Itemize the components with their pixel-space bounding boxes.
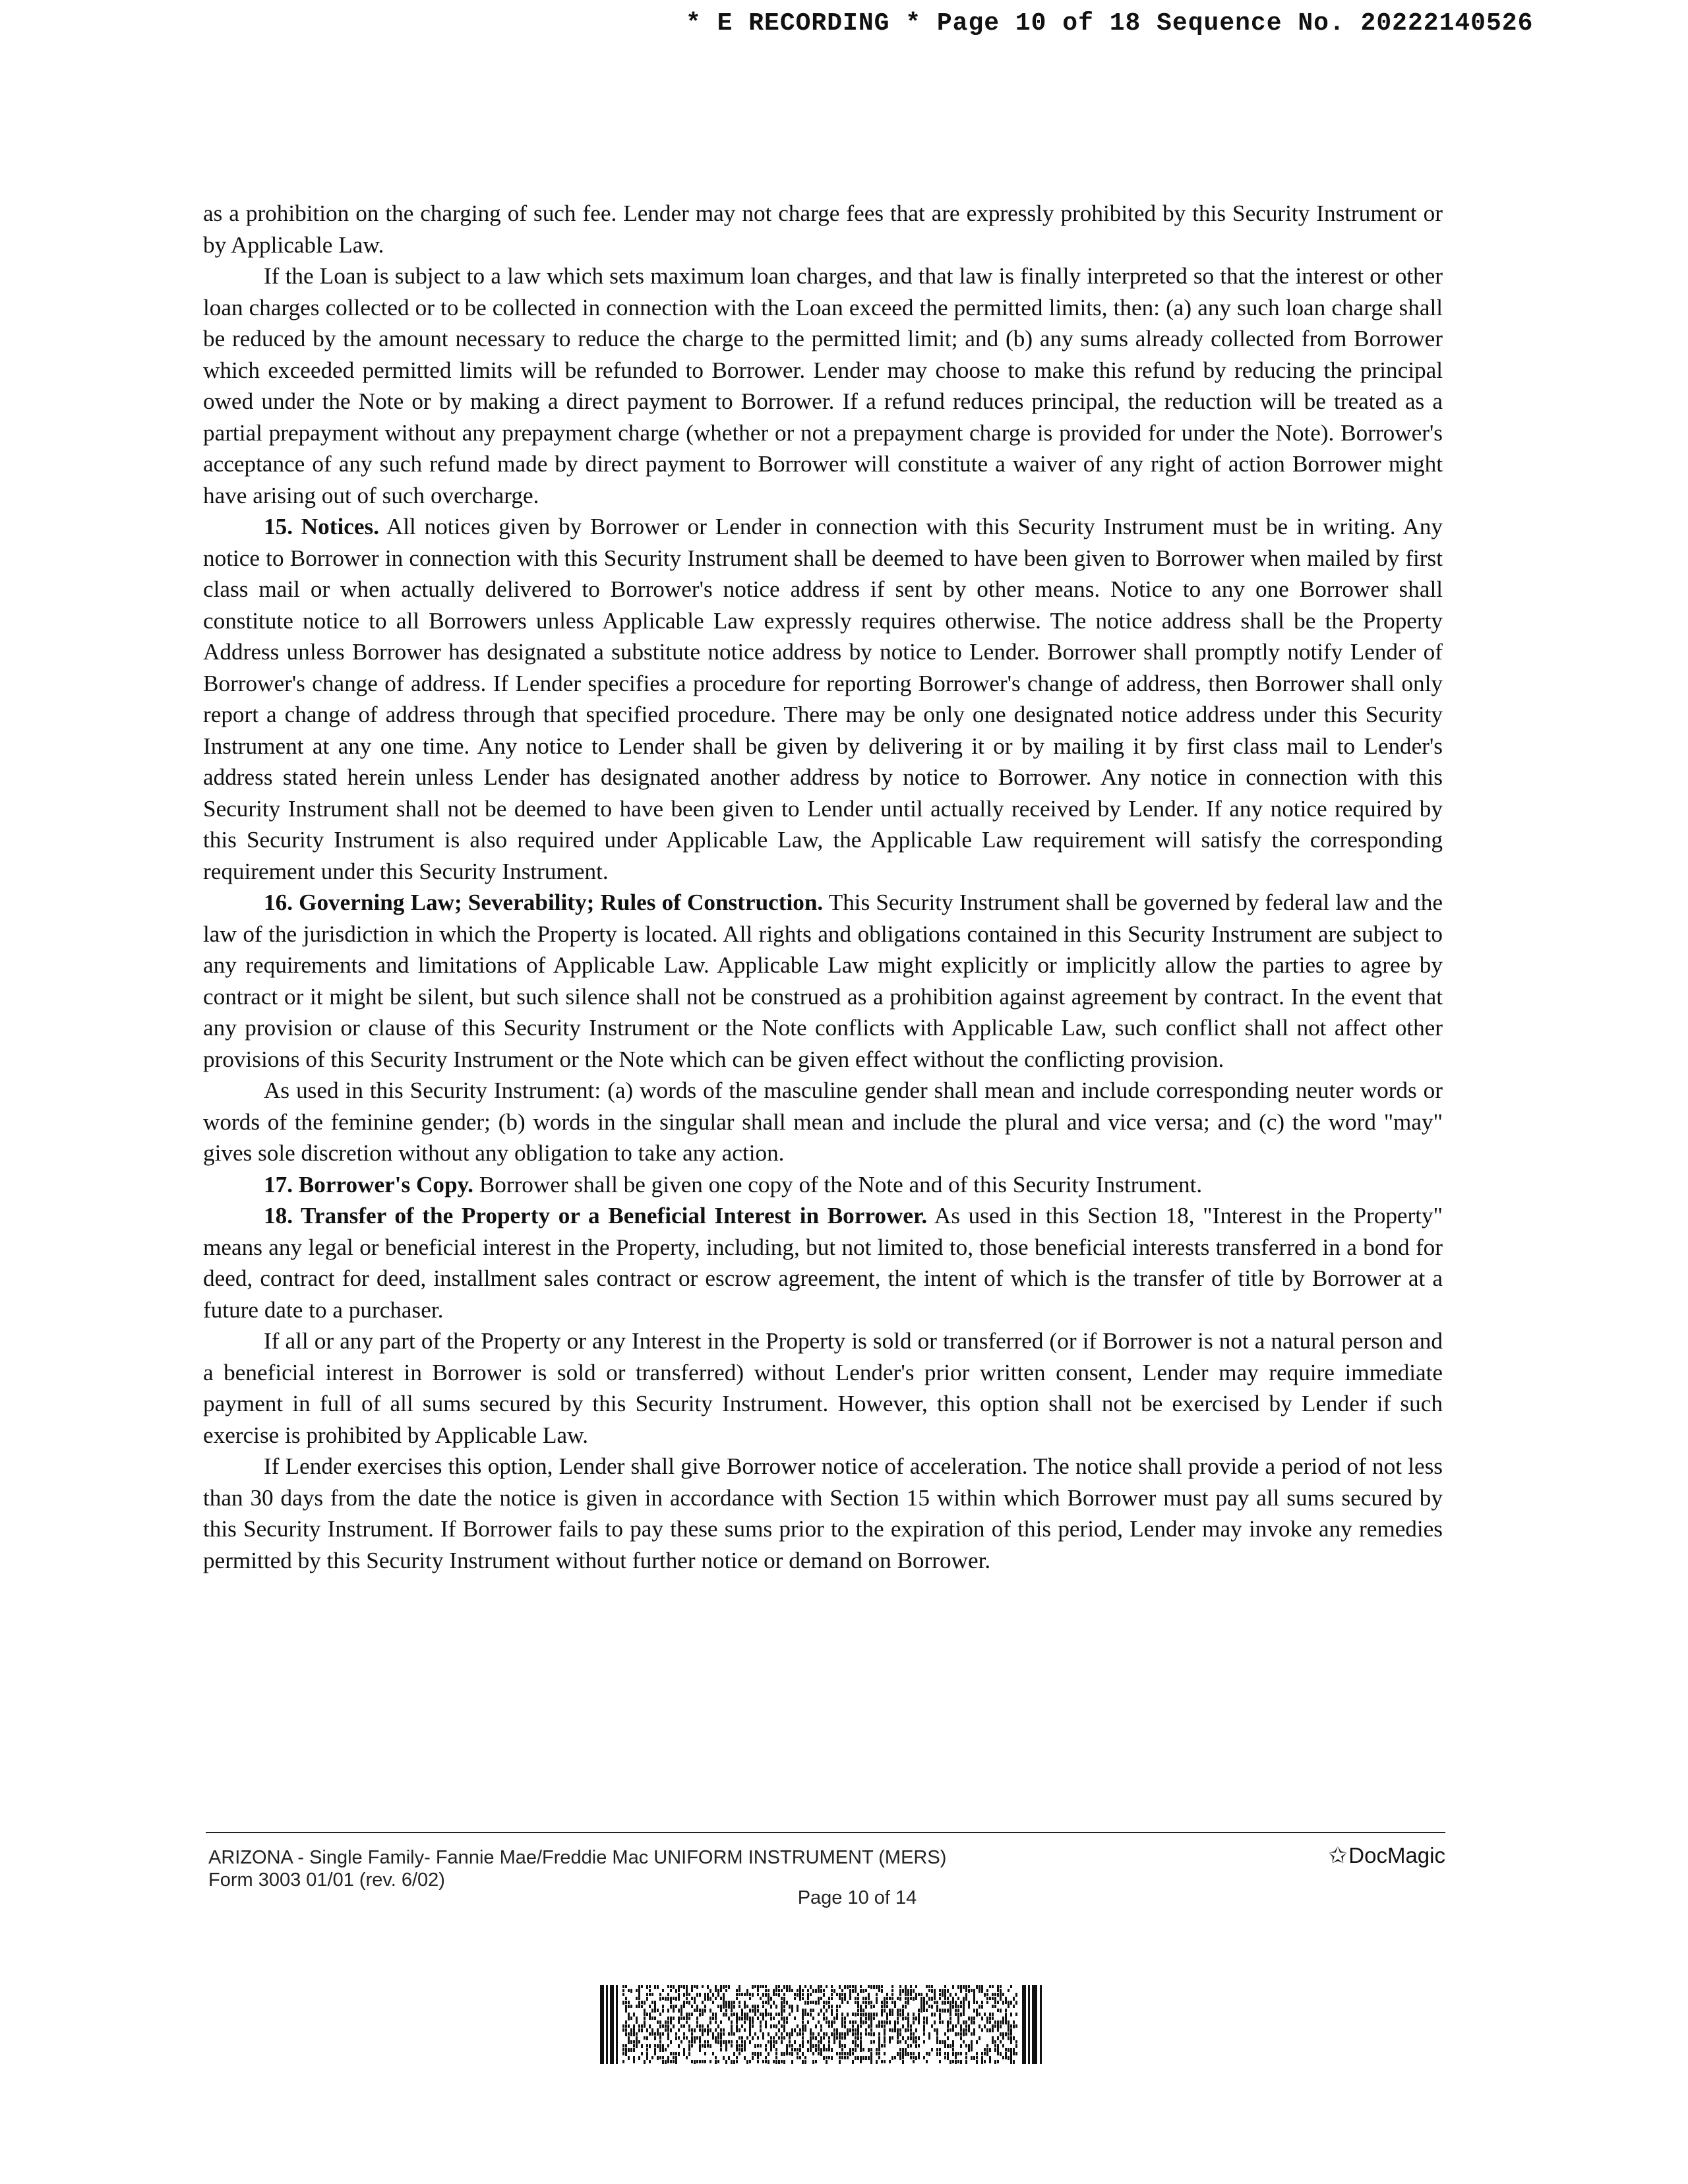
brand-name: DocMagic [1348,1843,1445,1867]
paragraph-text: As used in this Section 18, "Interest in the Property" means any legal or beneficial interest in the Property, including, but not limited to, those beneficial interests transferred in a bond for deed, contract for deed, installment sales contract or escrow agreement, the intent of which is the transfer of title by Borrower at a future date to a purchaser. [203,1203,1443,1323]
paragraph-continuation [203,198,1443,260]
footer-form-title: ARIZONA - Single Family- Fannie Mae/Freddie Mac UNIFORM INSTRUMENT (MERS) [208,1847,947,1868]
paragraph-text: Borrower shall be given one copy of the Note and of this Security Instrument. [479,1171,1203,1198]
recording-header: * E RECORDING * Page 10 of 18 Sequence No. 20222140526 [686,9,1534,38]
section-heading: 16. Governing Law; Severability; Rules of Construction. [264,890,824,915]
paragraph-text: As used in this Security Instrument: (a) words of the masculine gender shall mean and include corresponding neuter words or words of the feminine gender; (b) words in the singular shall mean and include the plural and vice versa; and (c) the word "may" gives sole discretion without any obligation to take any action. [203,1077,1443,1166]
paragraph-gender-usage [203,1075,1443,1169]
docmagic-logo [1312,1842,1445,1869]
barcode-image [600,1985,1062,2064]
section-17-borrowers-copy [203,1169,1443,1201]
paragraph-text: This Security Instrument shall be governed by federal law and the law of the jurisdiction in which the Property is located. All rights and obligations contained in this Security Instrument are subject to any requirements and limitations of Applicable Law. Applicable Law might explicitly or implicitly allow the parties to agree by contract or it might be silent, but such silence shall not be construed as a prohibition against agreement by contract. In the event that any provision or clause of this Security Instrument or the Note conflicts with Applicable Law, such conflict shall not affect other provisions of this Security Instrument or the Note which can be given effect without the conflicting provision. [203,890,1443,1072]
paragraph-acceleration [203,1451,1443,1576]
paragraph-text: If all or any part of the Property or any Interest in the Property is sold or transferred (or if Borrower is not a natural person and a beneficial interest in Borrower is sold or transferred) without Lender's prior written consent, Lender may require immediate payment in full of all sums secured by this Security Instrument. However, this option shall not be exercised by Lender if such exercise is prohibited by Applicable Law. [203,1328,1443,1448]
paragraph-loan-charges [203,260,1443,511]
section-heading: 17. Borrower's Copy. [264,1171,473,1198]
section-heading: 15. Notices. [264,514,379,539]
paragraph-text: as a prohibition on the charging of such fee. Lender may not charge fees that are expressly prohibited by this Security Instrument or by Applicable Law. [203,200,1443,258]
page-number: Page 10 of 14 [797,1887,917,1908]
footer-divider [206,1832,1445,1833]
paragraph-text: All notices given by Borrower or Lender in connection with this Security Instrument must be in writing. Any notice to Borrower in connection with this Security Instrument shall be deemed to have been given to Borrower when mailed by first class mail or when actually delivered to Borrower's notice address if sent by other means. Notice to any one Borrower shall constitute notice to all Borrowers unless Applicable Law expressly requires otherwise. The notice address shall be the Property Address unless Borrower has designated a substitute notice address by notice to Lender. Borrower shall promptly notify Lender of Borrower's change of address. If Lender specifies a procedure for reporting Borrower's change of address, then Borrower shall only report a change of address through that specified procedure. There may be only one designated notice address under this Security Instrument at any one time. Any notice to Lender shall be given by delivering it or by mailing it by first class mail to Lender's address stated herein unless Lender has designated another address by notice to Borrower. Any notice in connection with this Security Instrument shall not be deemed to have been given to Lender until actually received by Lender. If any notice required by this Security Instrument is also required under Applicable Law, the Applicable Law requirement will satisfy the corresponding requirement under this Security Instrument. [203,514,1443,884]
footer-form-number: Form 3003 01/01 (rev. 6/02) [208,1869,445,1891]
section-16-governing-law [203,887,1443,1075]
paragraph-text: If the Loan is subject to a law which sets maximum loan charges, and that law is finally interpreted so that the interest or other loan charges collected or to be collected in connection with the Loan exceed the permitted limits, then: (a) any such loan charge shall be reduced by the amount necessary to reduce the charge to the permitted limit; and (b) any sums already collected from Borrower which exceeded permitted limits will be refunded to Borrower. Lender may choose to make this refund by reducing the principal owed under the Note or by making a direct payment to Borrower. If a refund reduces principal, the reduction will be treated as a partial prepayment without any prepayment charge (whether or not a prepayment charge is provided for under the Note). Borrower's acceptance of any such refund made by direct payment to Borrower will constitute a waiver of any right of action Borrower might have arising out of such overcharge. [203,263,1443,508]
paragraph-text: If Lender exercises this option, Lender shall give Borrower notice of acceleration. The notice shall provide a period of not less than 30 days from the date the notice is given in accordance with Section 15 within which Borrower must pay all sums secured by this Security Instrument. If Borrower fails to pay these sums prior to the expiration of this period, Lender may invoke any remedies permitted by this Security Instrument without further notice or demand on Borrower. [203,1453,1443,1573]
section-heading: 18. Transfer of the Property or a Beneficial Interest in Borrower. [264,1203,928,1228]
star-icon: ✩ [1328,1843,1348,1868]
footer-form-info [208,1846,946,1891]
section-18-transfer [203,1200,1443,1325]
paragraph-transfer-consent [203,1325,1443,1451]
section-15-notices [203,511,1443,887]
document-body [203,198,1443,1576]
